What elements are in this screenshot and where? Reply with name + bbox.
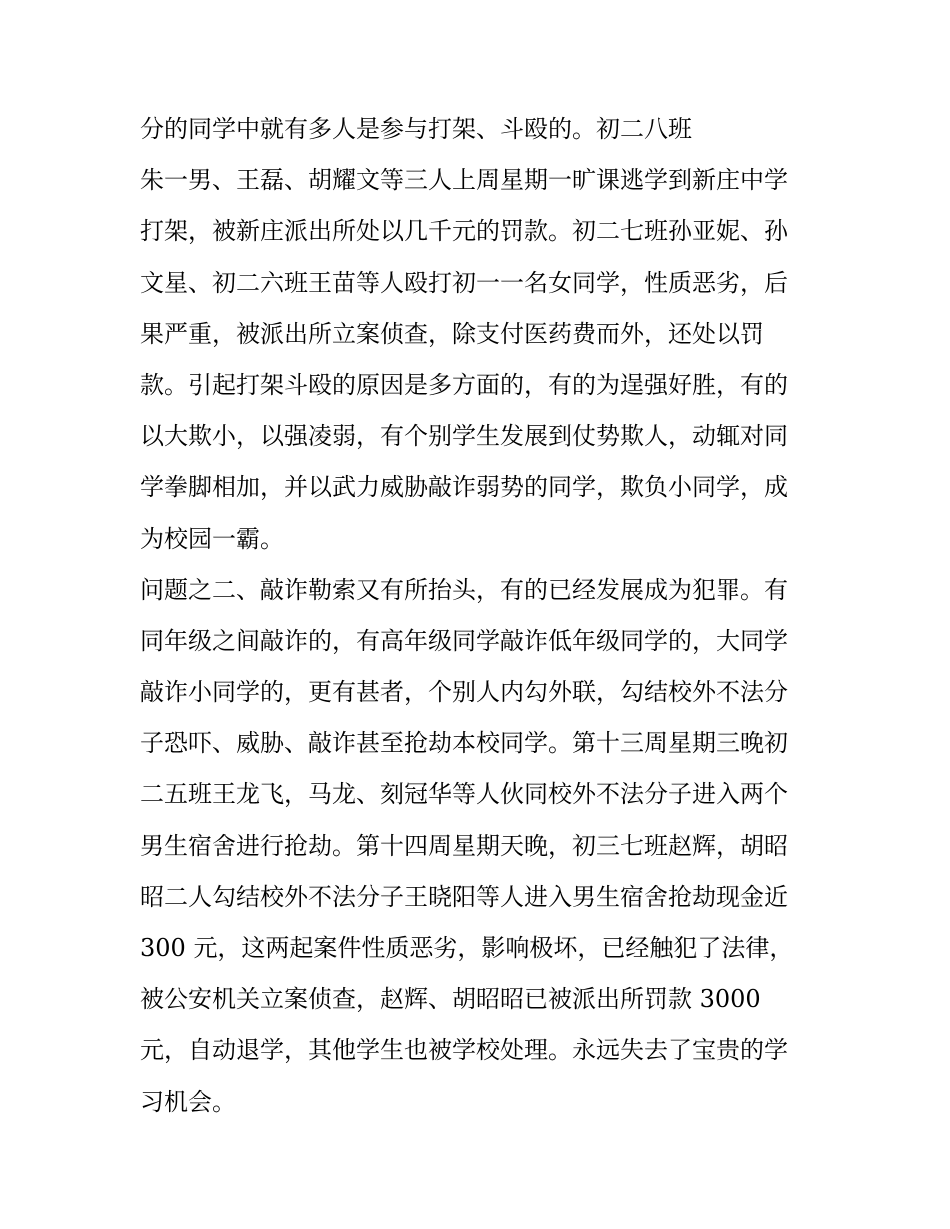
text-line: 男生宿舍进行抢劫。第十四周星期天晚，初三七班赵辉，胡昭 xyxy=(140,831,788,860)
body-text xyxy=(140,104,830,1128)
text-line: 二五班王龙飞，马龙、刻冠华等人伙同校外不法分子进入两个 xyxy=(140,780,788,809)
text-line: 习机会。 xyxy=(140,1087,236,1116)
text-line: 以大欺小，以强凌弱，有个别学生发展到仗势欺人，动辄对同 xyxy=(140,422,788,451)
text-line: 敲诈小同学的，更有甚者，个别人内勾外联，勾结校外不法分 xyxy=(140,678,788,707)
text-line: 300 元，这两起案件性质恶劣，影响极坏，已经触犯了法律， xyxy=(140,934,794,962)
text-line: 昭二人勾结校外不法分子王晓阳等人进入男生宿舍抢劫现金近 xyxy=(140,882,788,911)
text-line: 被公安机关立案侦查，赵辉、胡昭昭已被派出所罚款 3000 xyxy=(140,985,761,1014)
text-line: 果严重，被派出所立案侦查，除支付医药费而外，还处以罚 xyxy=(140,319,764,348)
text-line: 分的同学中就有多人是参与打架、斗殴的。初二八班 xyxy=(140,115,692,143)
text-line: 款。引起打架斗殴的原因是多方面的，有的为逞强好胜，有的 xyxy=(140,370,788,399)
text-line: 子恐吓、威胁、敲诈甚至抢劫本校同学。第十三周星期三晚初 xyxy=(140,729,788,758)
text-line: 为校园一霸。 xyxy=(140,524,284,553)
text-line: 问题之二、敲诈勒索又有所抬头，有的已经发展成为犯罪。有 xyxy=(140,575,788,604)
text-line: 打架，被新庄派出所处以几千元的罚款。初二七班孙亚妮、孙 xyxy=(140,217,788,246)
text-line: 元，自动退学，其他学生也被学校处理。永远失去了宝贵的学 xyxy=(140,1036,788,1065)
text-line: 学拳脚相加，并以武力威胁敲诈弱势的同学，欺负小同学，成 xyxy=(140,473,788,502)
text-line: 同年级之间敲诈的，有高年级同学敲诈低年级同学的，大同学 xyxy=(140,626,788,655)
text-line: 朱一男、王磊、胡耀文等三人上周星期一旷课逃学到新庄中学 xyxy=(140,166,788,195)
text-line: 文星、初二六班王苗等人殴打初一一名女同学，性质恶劣，后 xyxy=(140,268,788,297)
